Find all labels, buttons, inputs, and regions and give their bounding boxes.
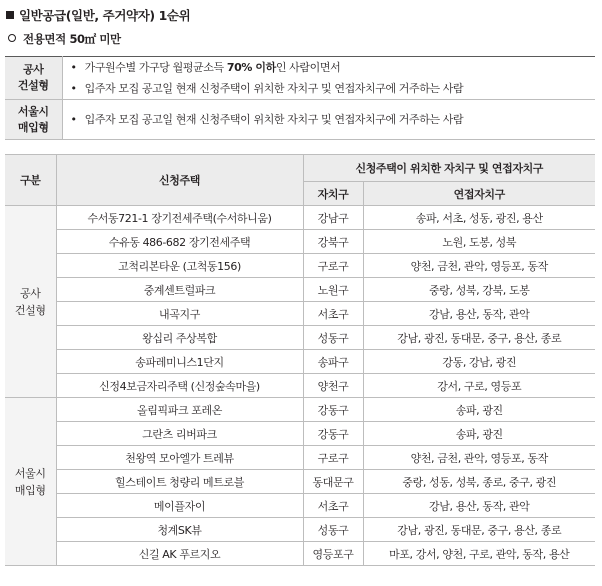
criteria-row	[5, 57, 595, 100]
district-cell: 영등포구	[303, 542, 363, 566]
table-row	[5, 278, 595, 302]
district-cell: 강남구	[303, 206, 363, 230]
district-cell: 강동구	[303, 422, 363, 446]
header-region-group: 신청주택이 위치한 자치구 및 연접자치구	[303, 155, 595, 182]
house-cell: 신길 AK 푸르지오	[56, 542, 303, 566]
district-cell: 양천구	[303, 374, 363, 398]
district-cell: 서초구	[303, 494, 363, 518]
criteria-item: • 입주자 모집 공고일 현재 신청주택이 위치한 자치구 및 연접자치구에 거주하는 사람	[70, 113, 464, 126]
criteria-item: • 가구원수별 가구당 월평균소득 70% 이하인 사람이면서	[70, 61, 341, 74]
section-subheading	[8, 31, 121, 47]
house-cell: 힐스테이트 청량리 메트로블	[56, 470, 303, 494]
section-heading-text: 일반공급(일반, 주거약자) 1순위	[19, 8, 191, 23]
section-subheading-text: 전용면적 50㎡ 미만	[23, 32, 121, 46]
header-type: 구분	[5, 155, 56, 206]
house-cell: 천왕역 모아엘가 트레뷰	[56, 446, 303, 470]
adjacent-cell: 강동, 강남, 광진	[363, 350, 595, 374]
district-cell: 동대문구	[303, 470, 363, 494]
square-bullet-icon	[6, 11, 14, 19]
adjacent-cell: 중랑, 성북, 강북, 도봉	[363, 278, 595, 302]
adjacent-cell: 강남, 용산, 동작, 관악	[363, 302, 595, 326]
adjacent-cell: 노원, 도봉, 성북	[363, 230, 595, 254]
house-cell: 메이플자이	[56, 494, 303, 518]
header-adjacent: 연접자치구	[363, 182, 595, 206]
table-row	[5, 302, 595, 326]
district-cell: 강동구	[303, 398, 363, 422]
criteria-item: • 입주자 모집 공고일 현재 신청주택이 위치한 자치구 및 연접자치구에 거주하는 사람	[70, 82, 464, 95]
district-cell: 서초구	[303, 302, 363, 326]
header-row	[5, 155, 595, 182]
house-cell: 내곡지구	[56, 302, 303, 326]
criteria-description	[62, 100, 595, 140]
table-row	[5, 542, 595, 566]
table-row	[5, 254, 595, 278]
group-label: 서울시 매입형	[5, 398, 56, 566]
house-cell: 청계SK뷰	[56, 518, 303, 542]
district-cell: 성동구	[303, 518, 363, 542]
district-cell: 구로구	[303, 446, 363, 470]
table-row	[5, 518, 595, 542]
district-cell: 성동구	[303, 326, 363, 350]
circle-bullet-icon	[8, 34, 16, 42]
section-heading	[6, 6, 190, 24]
adjacent-cell: 강남, 광진, 동대문, 중구, 용산, 종로	[363, 326, 595, 350]
table-row	[5, 374, 595, 398]
table-row	[5, 398, 595, 422]
district-cell: 강북구	[303, 230, 363, 254]
adjacent-cell: 강남, 광진, 동대문, 중구, 용산, 종로	[363, 518, 595, 542]
table-row	[5, 470, 595, 494]
adjacent-cell: 강서, 구로, 영등포	[363, 374, 595, 398]
table-row	[5, 422, 595, 446]
house-cell: 중계센트럴파크	[56, 278, 303, 302]
dot-bullet-icon: •	[70, 113, 77, 126]
group-label: 공사 건설형	[5, 206, 56, 398]
dot-bullet-icon: •	[70, 61, 77, 74]
district-cell: 송파구	[303, 350, 363, 374]
table-row	[5, 230, 595, 254]
adjacent-cell: 중랑, 성동, 성북, 종로, 중구, 광진	[363, 470, 595, 494]
house-cell: 신정4보금자리주택 (신정숲속마을)	[56, 374, 303, 398]
criteria-label: 서울시 매입형	[5, 100, 62, 140]
house-cell: 수유동 486-682 장기전세주택	[56, 230, 303, 254]
adjacent-cell: 강남, 용산, 동작, 관악	[363, 494, 595, 518]
table-row	[5, 494, 595, 518]
adjacent-cell: 양천, 금천, 관악, 영등포, 동작	[363, 446, 595, 470]
adjacent-cell: 송파, 서초, 성동, 광진, 용산	[363, 206, 595, 230]
house-cell: 올림픽파크 포레온	[56, 398, 303, 422]
district-cell: 구로구	[303, 254, 363, 278]
adjacent-cell: 양천, 금천, 관악, 영등포, 동작	[363, 254, 595, 278]
criteria-description	[62, 57, 595, 100]
house-cell: 그란츠 리버파크	[56, 422, 303, 446]
criteria-label: 공사 건설형	[5, 57, 62, 100]
header-district: 자치구	[303, 182, 363, 206]
house-cell: 고척리본타운 (고척동156)	[56, 254, 303, 278]
eligibility-criteria-table	[5, 56, 595, 140]
table-row	[5, 206, 595, 230]
header-house: 신청주택	[56, 155, 303, 206]
adjacent-cell: 송파, 광진	[363, 398, 595, 422]
adjacent-cell: 송파, 광진	[363, 422, 595, 446]
dot-bullet-icon: •	[70, 82, 77, 95]
table-row	[5, 446, 595, 470]
criteria-row	[5, 100, 595, 140]
housing-district-table	[5, 154, 595, 566]
table-row	[5, 350, 595, 374]
district-cell: 노원구	[303, 278, 363, 302]
adjacent-cell: 마포, 강서, 양천, 구로, 관악, 동작, 용산	[363, 542, 595, 566]
table-row	[5, 326, 595, 350]
house-cell: 왕십리 주상복합	[56, 326, 303, 350]
house-cell: 수서동721-1 장기전세주택(수서하니움)	[56, 206, 303, 230]
house-cell: 송파레미니스1단지	[56, 350, 303, 374]
